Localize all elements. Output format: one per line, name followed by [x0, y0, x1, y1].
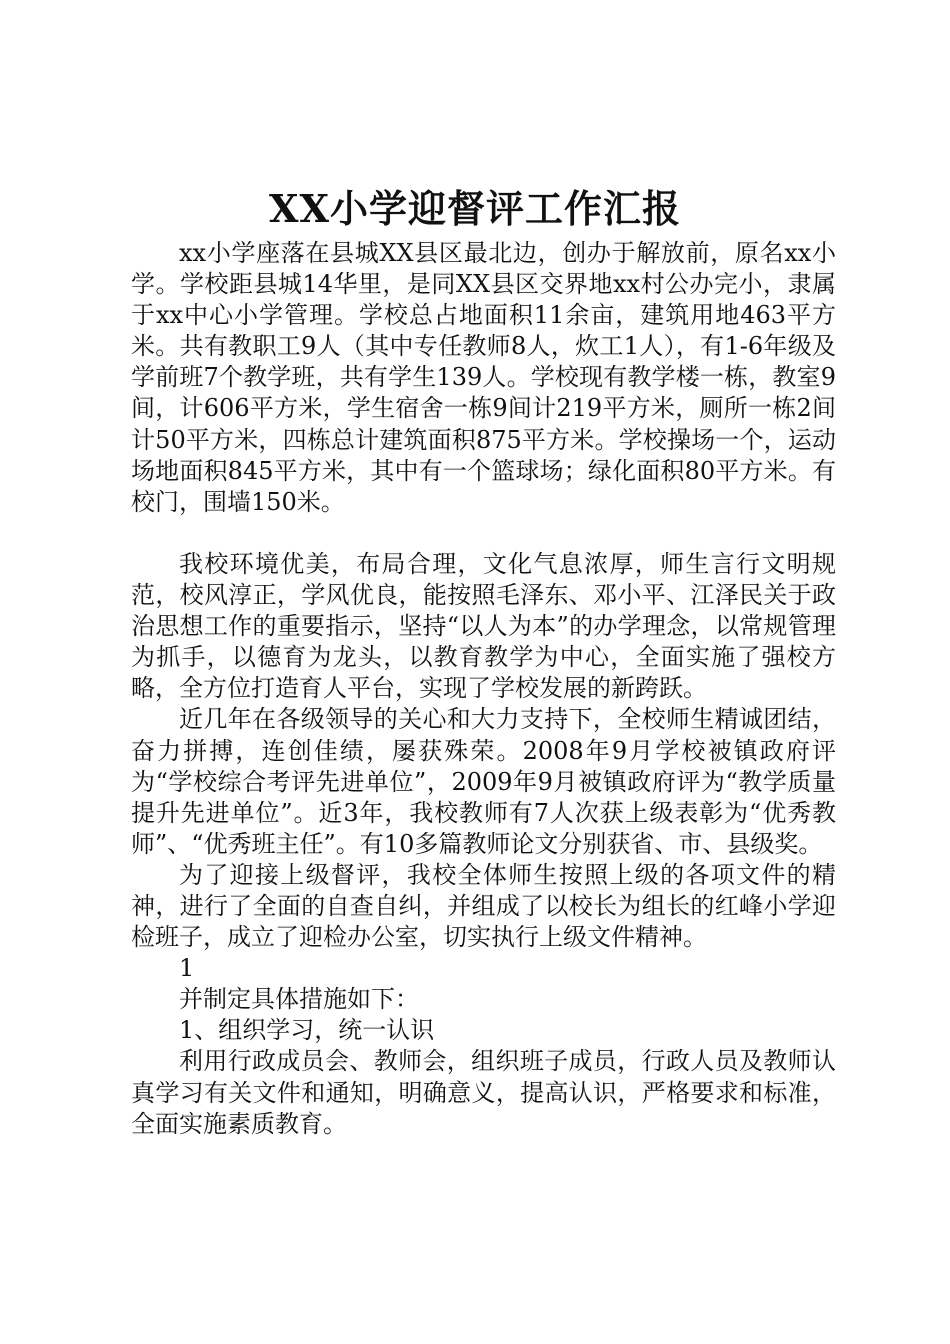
- paragraph-inspection-preparation: 为了迎接上级督评，我校全体师生按照上级的各项文件的精神，进行了全面的自查自纠，并组成了以校长为组长的红峰小学迎检班子，成立了迎检办公室，切实执行上级文件精神。: [131, 860, 836, 952]
- section-heading-study: 1、组织学习，统一认识: [179, 1016, 435, 1045]
- paragraph-measures-intro: 并制定具体措施如下：: [179, 985, 419, 1014]
- page-number: 1: [179, 954, 195, 983]
- paragraph-study-details: 利用行政成员会、教师会，组织班子成员，行政人员及教师认真学习有关文件和通知，明确意义，提高认识，严格要求和标准，全面实施素质教育。: [131, 1047, 836, 1138]
- paragraph-achievements: 近几年在各级领导的关心和大力支持下，全校师生精诚团结，奋力拼搏，连创佳绩，屡获殊荣。2008年9月学校被镇政府评为“学校综合考评先进单位”，2009年9月被镇政府评为“教学质量提升先进单位”。近3年，我校教师有7人次获上级表彰为“优秀教师”、“优秀班主任”。有10多篇教师论文分别获省、市、县级奖。: [131, 705, 836, 858]
- document-body: [131, 238, 836, 1140]
- document-title: XX小学迎督评工作汇报: [269, 186, 681, 231]
- paragraph-school-environment: 我校环境优美，布局合理，文化气息浓厚，师生言行文明规范，校风淳正，学风优良，能按照毛泽东、邓小平、江泽民关于政治思想工作的重要指示，坚持“以人为本”的办学理念，以常规管理为抓手，以德育为龙头，以教育教学为中心，全面实施了强校方略，全方位打造育人平台，实现了学校发展的新跨跃。: [131, 549, 836, 703]
- paragraph-school-overview: xx小学座落在县城XX县区最北边，创办于解放前，原名xx小学。学校距县城14华里，是同XX县区交界地xx村公办完小，隶属于xx中心小学管理。学校总占地面积11余亩，建筑用地463平方米。共有教职工9人（其中专任教师8人，炊工1人），有1-6年级及学前班7个教学班，共有学生139人。学校现有教学楼一栋，教室9间，计606平方米，学生宿舍一栋9间计219平方米，厕所一栋2间计50平方米，四栋总计建筑面积875平方米。学校操场一个，运动场地面积845平方米，其中有一个篮球场；绿化面积80平方米。有校门，围墙150米。: [131, 239, 836, 516]
